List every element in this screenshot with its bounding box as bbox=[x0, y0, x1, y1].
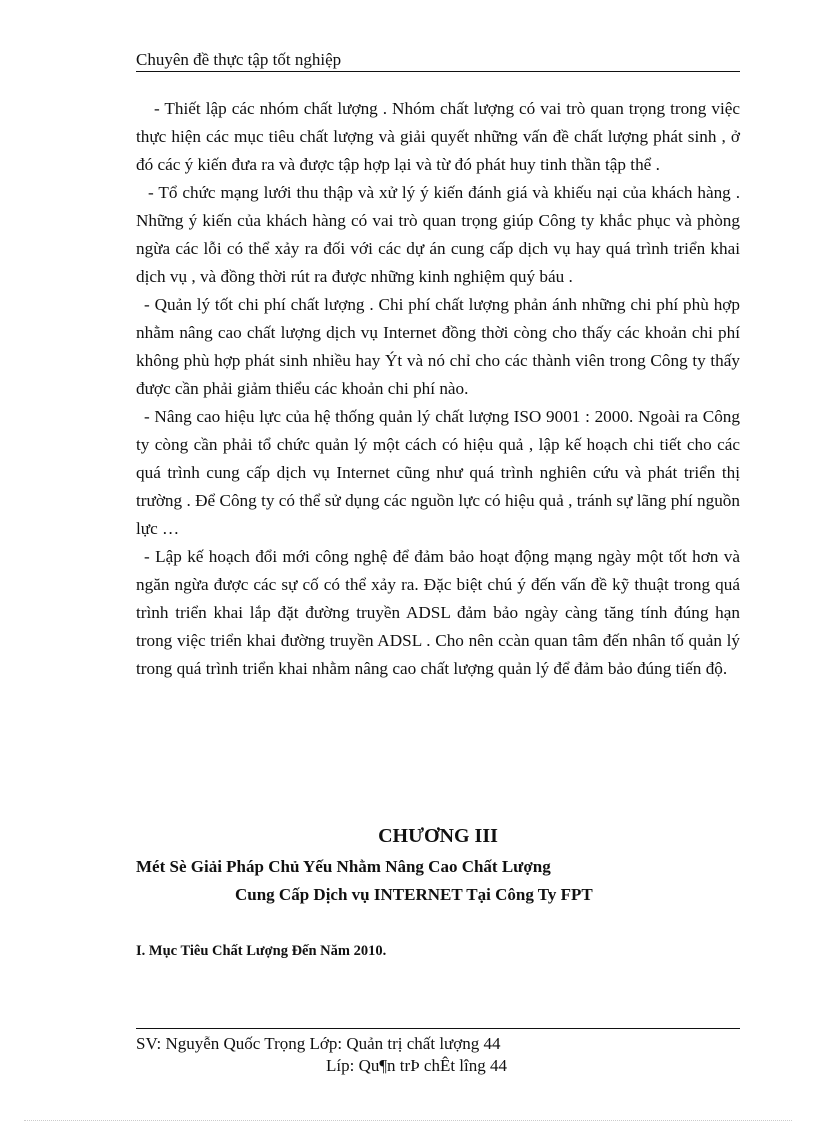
paragraph-quality-groups: - Thiết lập các nhóm chất lượng . Nhóm chất lượng có vai trò quan trọng trong việc thực hiện các mục tiêu chất lượng và giải quyết những vấn đề chất lượng phát sinh , ở đó các ý kiến đưa ra và được tập hợp lại và từ đó phát huy tinh thần tập thể . bbox=[136, 99, 740, 174]
paragraph-customer-feedback: - Tổ chức mạng lưới thu thập và xử lý ý kiến đánh giá và khiếu nại của khách hàng . Những ý kiến của khách hàng có vai trò quan trọng giúp Công ty khắc phục và phòng ngừa các lỗi có thể xảy ra đối với các dự án cung cấp dịch vụ hay quá trình triển khai dịch vụ , và đồng thời rút ra được những kinh nghiệm quý báu . bbox=[136, 183, 740, 286]
chapter-heading: CHƯƠNG III bbox=[378, 825, 498, 847]
body-text bbox=[136, 95, 740, 683]
page-header-title: Chuyên đề thực tập tốt nghiệp bbox=[136, 50, 342, 69]
footer-class-line: Líp: Qu¶n trÞ chÊt lîng 44 bbox=[326, 1056, 507, 1075]
section-heading: I. Mục Tiêu Chất Lượng Đến Năm 2010. bbox=[136, 943, 387, 959]
header-rule bbox=[136, 71, 740, 72]
footer-rule bbox=[136, 1028, 740, 1029]
paragraph-iso-effectiveness: - Nâng cao hiệu lực của hệ thống quản lý chất lượng ISO 9001 : 2000. Ngoài ra Công ty còng cần phải tổ chức quản lý một cách có hiệu quả , lập kế hoạch chi tiết cho các quá trình cung cấp dịch vụ Internet cũng như quá trình nghiên cứu và phát triển thị trường . Để Công ty có thể sử dụng các nguồn lực có hiệu quả , tránh sự lãng phí nguồn lực … bbox=[136, 407, 740, 538]
footer-student-line: SV: Nguyễn Quốc Trọng Lớp: Quản trị chất lượng 44 bbox=[136, 1034, 501, 1053]
chapter-subtitle-line1: Mét Sè Giải Pháp Chủ Yếu Nhằm Nâng Cao Chất Lượng bbox=[136, 857, 551, 876]
paragraph-quality-costs: - Quản lý tốt chi phí chất lượng . Chi phí chất lượng phản ánh những chi phí phù hợp nhằm nâng cao chất lượng dịch vụ Internet đồng thời còng cho thấy các khoản chi phí không phù hợp phát sinh nhiều hay Ýt và nó chỉ cho các thành viên trong Công ty thấy được cần phải giảm thiểu các khoản chi phí nào. bbox=[136, 295, 740, 398]
page-bottom-dotted-line bbox=[24, 1120, 792, 1121]
paragraph-technology-plan: - Lập kế hoạch đổi mới công nghệ để đảm bảo hoạt động mạng ngày một tốt hơn và ngăn ngừa được các sự cố có thể xảy ra. Đặc biệt chú ý đến vấn đề kỹ thuật trong quá trình triển khai lắp đặt đường truyền ADSL đảm bảo ngày càng tăng tính đúng hạn trong việc triển khai đường truyền ADSL . Cho nên ccàn quan tâm đến nhân tố quản lý trong quá trình triển khai nhằm nâng cao chất lượng quản lý để đảm bảo đúng tiến độ. bbox=[136, 547, 740, 678]
chapter-subtitle-line2: Cung Cấp Dịch vụ INTERNET Tại Công Ty FPT bbox=[235, 885, 593, 904]
